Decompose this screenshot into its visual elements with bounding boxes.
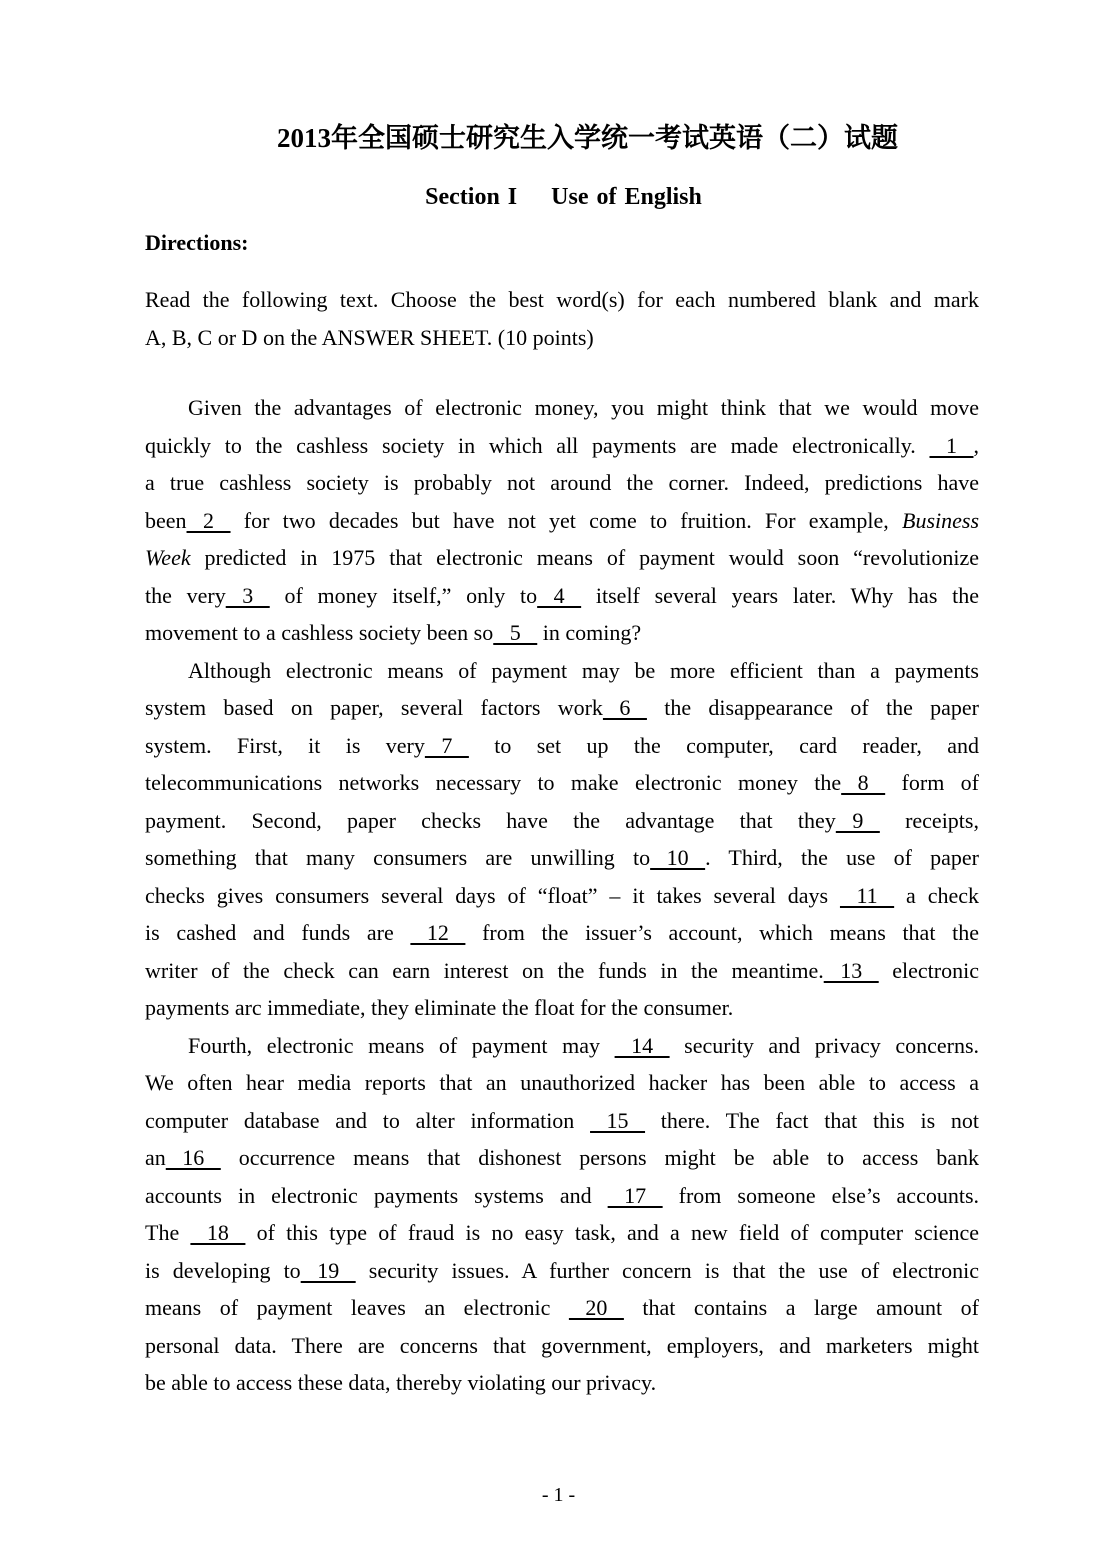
text: receipts, (879, 807, 979, 833)
text: security issues. A further concern is that the use of electronic (355, 1257, 979, 1283)
blank-11: 11 (839, 882, 895, 908)
blank-9: 9 (835, 807, 880, 833)
text-line (145, 952, 979, 990)
text-line (145, 802, 979, 840)
text-line (145, 914, 979, 952)
blank-16: 16 (165, 1145, 221, 1170)
text: The (145, 1220, 191, 1245)
text: telecommunications networks necessary to make electronic money the (145, 770, 842, 795)
text: personal data. There are concerns that government, employers, and marketers might (145, 1332, 979, 1358)
text: Given the advantages of electronic money, you might think that we would move (188, 395, 979, 420)
text-line (145, 1177, 979, 1215)
italic-text: Week (145, 545, 191, 570)
text-line (145, 1289, 979, 1327)
text: for two decades but have not yet come to fruition. For example, (230, 507, 902, 533)
text: occurrence means that dishonest persons might be able to access bank (220, 1145, 979, 1170)
page-number: - 1 - (541, 1484, 576, 1506)
text: computer database and to alter information (145, 1107, 591, 1133)
text: accounts in electronic payments systems and (145, 1182, 608, 1208)
blank-6: 6 (602, 695, 647, 720)
text-line (145, 1364, 979, 1402)
text: something that many consumers are unwilling to (145, 845, 651, 870)
text-line (145, 1102, 979, 1140)
text: means of payment leaves an electronic (145, 1295, 569, 1320)
text: itself several years later. Why has the (581, 582, 980, 608)
text-line (145, 389, 979, 427)
blank-7: 7 (424, 732, 469, 758)
text: in coming? (537, 620, 642, 645)
instructions (145, 281, 979, 356)
blank-12: 12 (410, 920, 466, 945)
text-line (145, 989, 979, 1027)
text: to set up the computer, card reader, and (468, 732, 980, 758)
text: an (145, 1145, 166, 1170)
blank-4: 4 (537, 582, 582, 608)
text: writer of the check can earn interest on the funds in the meantime. (145, 957, 824, 983)
blank-10: 10 (650, 845, 706, 870)
text: system based on paper, several factors work (145, 695, 603, 720)
text: a check (894, 882, 979, 908)
text-line (145, 1027, 979, 1065)
text: quickly to the cashless society in which all payments are made electronically. (145, 432, 930, 458)
text: checks gives consumers several days of “float” – it takes several days (145, 882, 840, 908)
text: Fourth, electronic means of payment may (188, 1032, 615, 1058)
paragraph (145, 652, 979, 1027)
blank-18: 18 (190, 1220, 246, 1245)
text-line (145, 1064, 979, 1102)
text-line (145, 577, 979, 615)
blank-14: 14 (614, 1032, 670, 1058)
text-line (145, 652, 979, 690)
blank-2: 2 (186, 507, 231, 533)
text-line (145, 539, 979, 577)
text: payments arc immediate, they eliminate the float for the consumer. (145, 995, 734, 1020)
text: from the issuer’s account, which means that the (465, 920, 979, 945)
blank-1: 1 (929, 432, 974, 458)
italic-text: Business (902, 507, 979, 533)
text-line (145, 1214, 979, 1252)
text-line (145, 464, 979, 502)
text: the very (145, 582, 226, 608)
blank-20: 20 (568, 1295, 624, 1320)
text-line (145, 727, 979, 765)
text-line (145, 764, 979, 802)
text-line (145, 689, 979, 727)
text: electronic (878, 957, 979, 983)
text: been (145, 507, 187, 533)
text: form of (885, 770, 980, 795)
section-name: Use of English (551, 184, 702, 210)
blank-13: 13 (823, 957, 879, 983)
paragraph (145, 389, 979, 652)
text-line (145, 427, 979, 465)
text-line (145, 1139, 979, 1177)
exam-title: 2013年全国硕士研究生入学统一考试英语（二）试题 (277, 123, 898, 153)
blank-15: 15 (590, 1107, 646, 1133)
text: is developing to (145, 1257, 301, 1283)
text: security and privacy concerns. (669, 1032, 979, 1058)
text: from someone else’s accounts. (662, 1182, 980, 1208)
text: movement to a cashless society been so (145, 620, 494, 645)
text: Although electronic means of payment may be more efficient than a payments (188, 657, 979, 683)
directions-label: Directions: (145, 230, 249, 255)
text: of this type of fraud is no easy task, and a new field of computer science (245, 1220, 979, 1245)
text: system. First, it is very (145, 732, 425, 758)
text-line (145, 1327, 979, 1365)
instruction-line: Read the following text. Choose the best word(s) for each numbered blank and mark (145, 287, 979, 312)
text-line (145, 877, 979, 915)
section-heading (0, 184, 1117, 211)
blank-19: 19 (300, 1257, 356, 1283)
text-line (145, 1252, 979, 1290)
text-line (145, 614, 979, 652)
blank-8: 8 (841, 770, 886, 795)
text: a true cashless society is probably not around the corner. Indeed, predictions have (145, 470, 979, 495)
text: there. The fact that this is not (645, 1107, 979, 1133)
instruction-line: A, B, C or D on the ANSWER SHEET. (10 points) (145, 324, 594, 350)
text: payment. Second, paper checks have the advantage that they (145, 807, 836, 833)
text: the disappearance of the paper (646, 695, 980, 720)
blank-3: 3 (225, 582, 270, 608)
text: is cashed and funds are (145, 920, 411, 945)
text-line (145, 839, 979, 877)
text: of money itself,” only to (269, 582, 538, 608)
text: that contains a large amount of (623, 1295, 979, 1320)
paragraph (145, 1027, 979, 1402)
text-line (145, 502, 979, 540)
text: We often hear media reports that an unauthorized hacker has been able to access a (145, 1070, 979, 1095)
section-number: Section I (425, 184, 518, 210)
text: . Third, the use of paper (705, 845, 979, 870)
passage (145, 389, 979, 1402)
text: , (973, 432, 979, 458)
text: predicted in 1975 that electronic means of payment would soon “revolutionize (190, 545, 979, 570)
blank-17: 17 (607, 1182, 663, 1208)
text: be able to access these data, thereby violating our privacy. (145, 1370, 657, 1395)
blank-5: 5 (493, 620, 538, 645)
